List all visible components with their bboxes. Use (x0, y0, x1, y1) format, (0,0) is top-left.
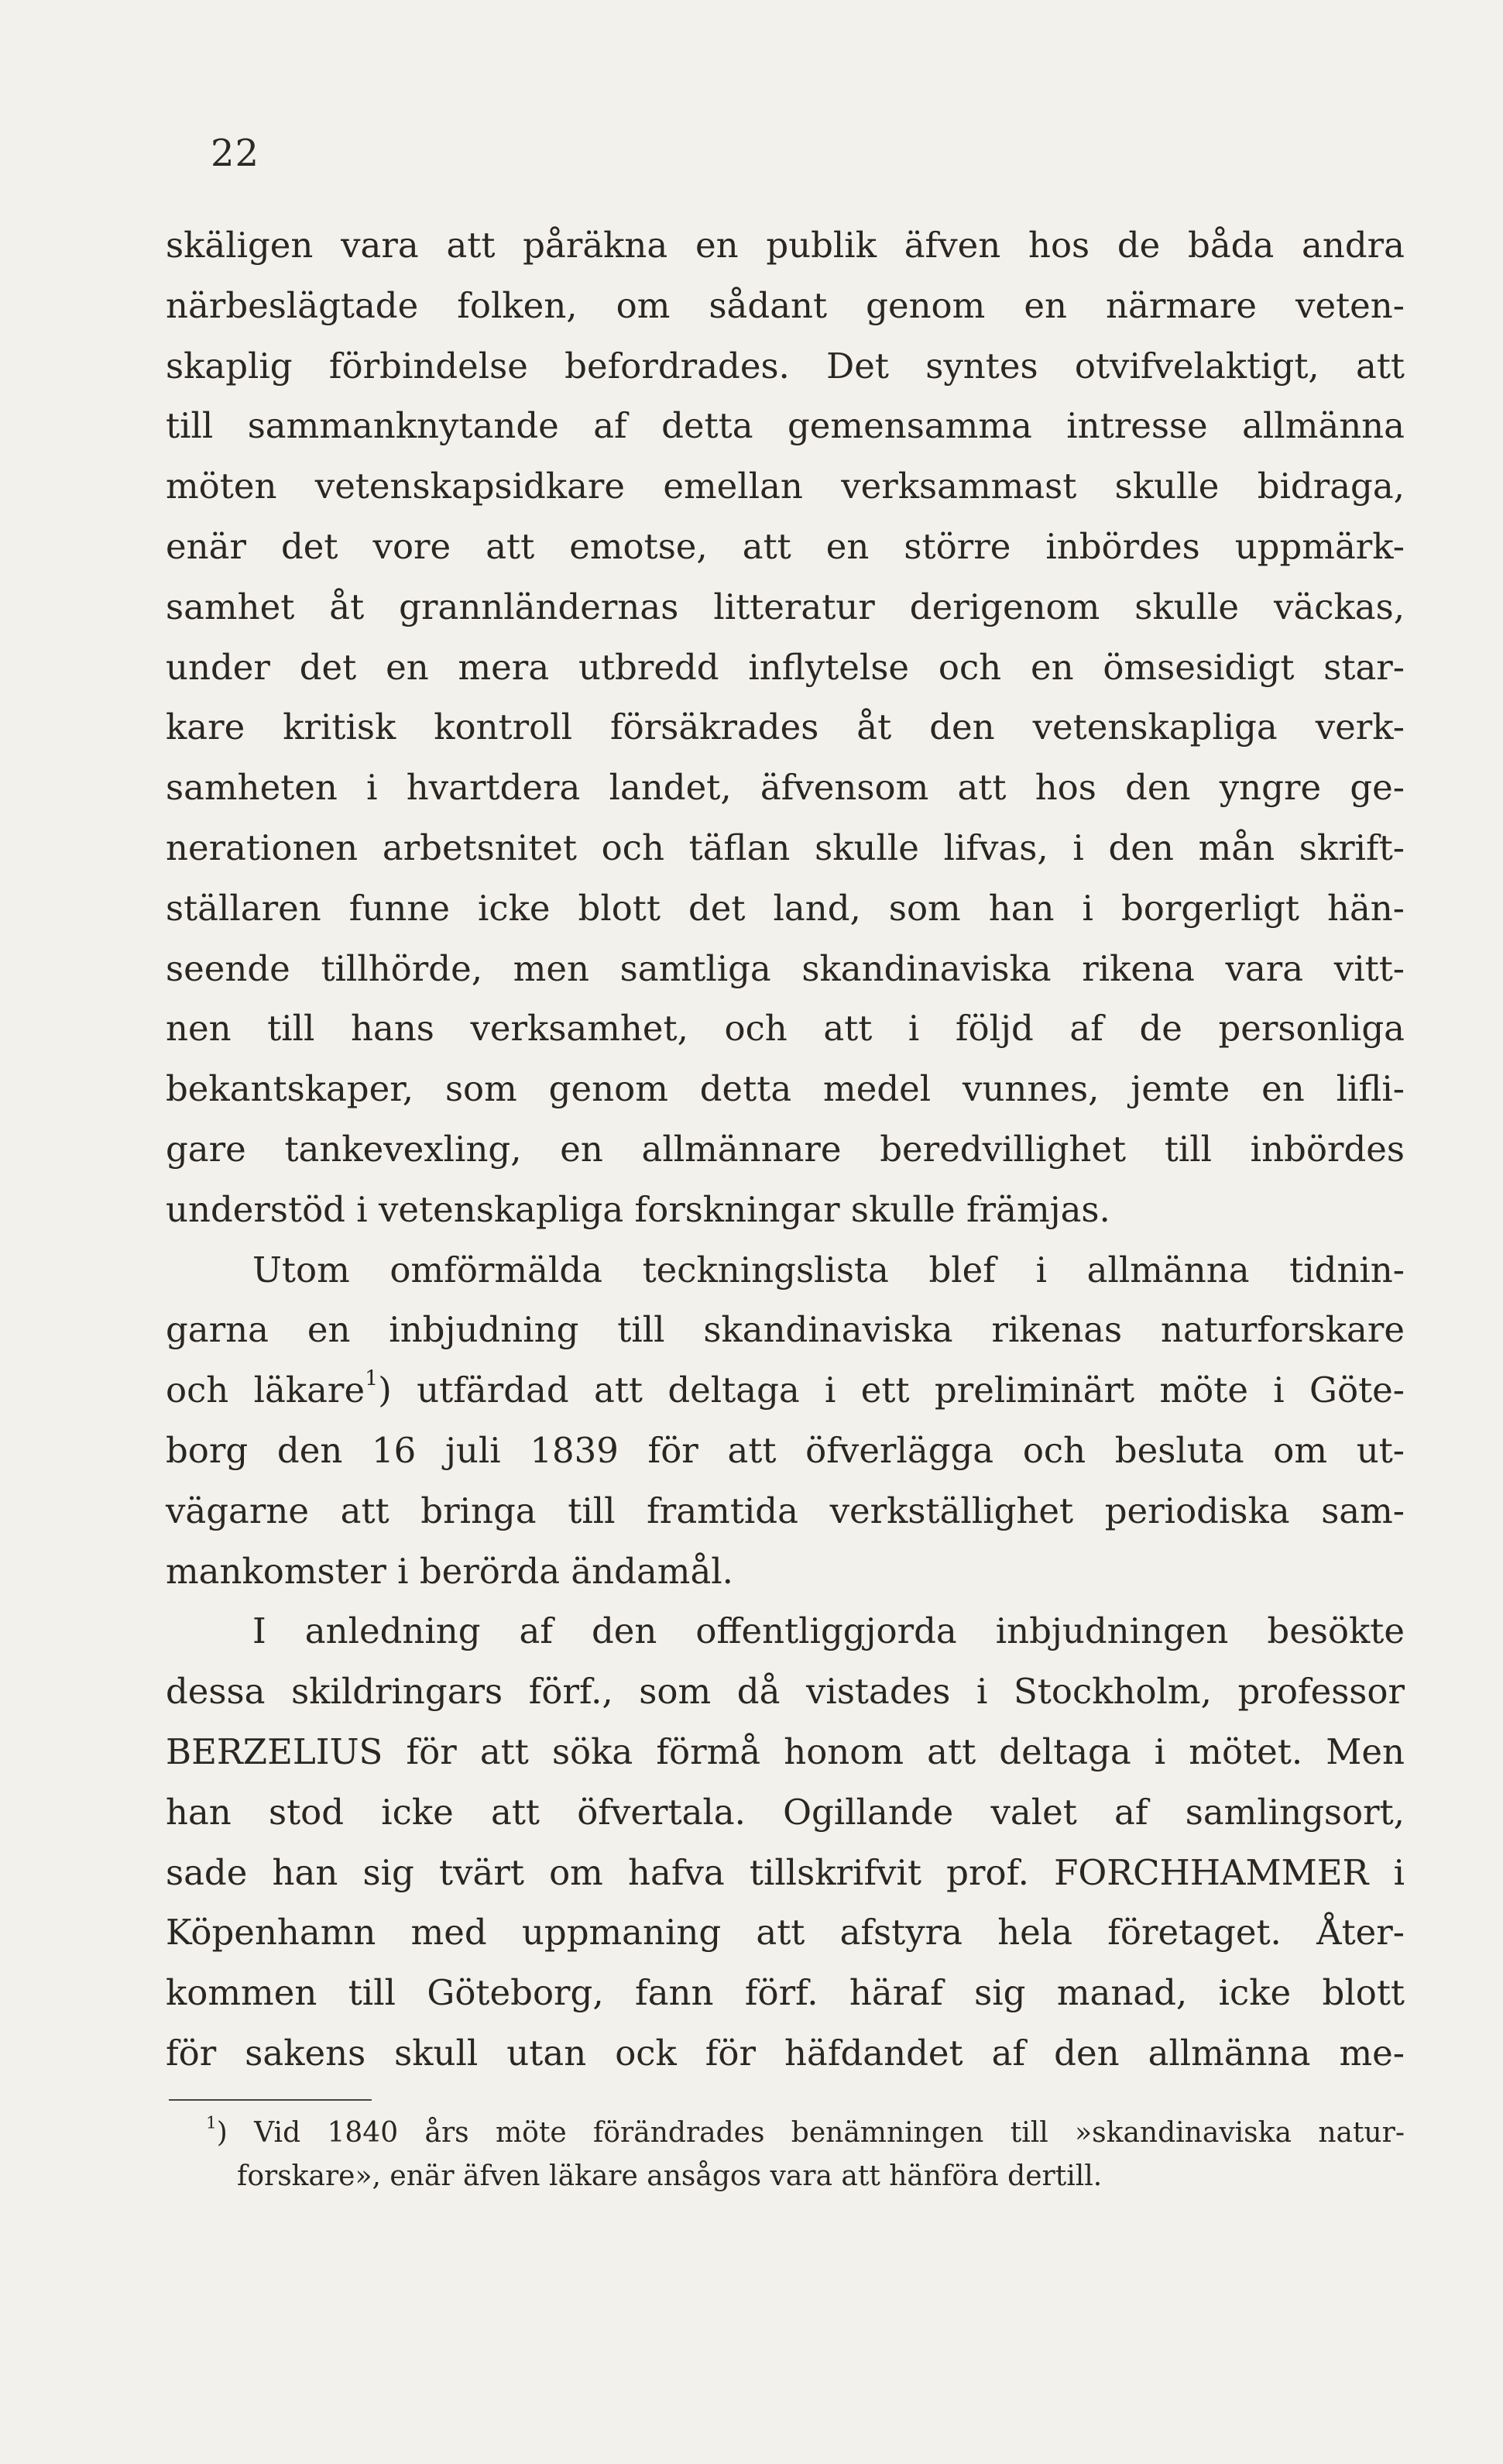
text-line: närbeslägtade folken, om sådant genom en närmare veten- (166, 284, 1405, 326)
footnote-marker: 1 (206, 2113, 217, 2133)
footnote-line (166, 2112, 1405, 2155)
text-line: nerationen arbetsnitet och täflan skulle lifvas, i den mån skrift- (166, 826, 1405, 868)
text-line: understöd i vetenskapliga forskningar skulle främjas. (166, 1188, 1110, 1230)
text-line: mankomster i berörda ändamål. (166, 1550, 733, 1592)
page-number: 22 (211, 132, 260, 175)
text-segment: och läkare (166, 1369, 365, 1411)
text-line: dessa skildringars förf., som då vistades i Stockholm, professor (166, 1671, 1405, 1713)
body-text (166, 215, 1405, 2084)
footnote-line: forskare», enär äfven läkare ansågos vara att hänföra dertill. (237, 2160, 1103, 2192)
text-line: sade han sig tvärt om hafva tillskrifvit prof. FORCHHAMMER i (166, 1851, 1405, 1893)
footnotes (166, 2112, 1405, 2198)
text-line: bekantskaper, som genom detta medel vunnes, jemte en lifli- (166, 1068, 1405, 1110)
text-line: BERZELIUS för att söka förmå honom att deltaga i mötet. Men (166, 1730, 1405, 1772)
text-line: garna en inbjudning till skandinaviska rikenas naturforskare (166, 1309, 1405, 1351)
text-line: samhet åt grannländernas litteratur derigenom skulle väckas, (166, 586, 1405, 627)
text-line: enär det vore att emotse, att en större inbördes uppmärk- (166, 525, 1405, 567)
text-segment: ) utfärdad att deltaga i ett preliminärt möte i Göte- (378, 1369, 1405, 1411)
text-line: samheten i hvartdera landet, äfvensom att hos den yngre ge- (166, 767, 1405, 809)
text-line: till sammanknytande af detta gemensamma intresse allmänna (166, 405, 1405, 447)
text-line (166, 1360, 1405, 1421)
text-line: skäligen vara att påräkna en publik äfven hos de båda andra (166, 225, 1405, 266)
text-line: kare kritisk kontroll försäkrades åt den vetenskapliga verk- (166, 706, 1405, 748)
text-line: Köpenhamn med uppmaning att afstyra hela företaget. Åter- (166, 1912, 1405, 1954)
text-line: seende tillhörde, men samtliga skandinaviska rikena vara vitt- (166, 947, 1405, 989)
footnote-reference: 1 (365, 1366, 379, 1391)
text-line: vägarne att bringa till framtida verkställighet periodiska sam- (166, 1490, 1405, 1531)
footnote-separator (169, 2099, 372, 2101)
text-line: han stod icke att öfvertala. Ogillande valet af samlingsort, (166, 1791, 1405, 1833)
text-line: gare tankevexling, en allmännare beredvillighet till inbördes (166, 1128, 1405, 1170)
text-line: kommen till Göteborg, fann förf. häraf sig manad, icke blott (166, 1972, 1405, 2014)
text-line: möten vetenskapsidkare emellan verksammast skulle bidraga, (166, 466, 1405, 507)
text-line: nen till hans verksamhet, och att i följd af de personliga (166, 1008, 1405, 1050)
text-line: borg den 16 juli 1839 för att öfverlägga och besluta om ut- (166, 1429, 1405, 1471)
text-line: I anledning af den offentliggjorda inbjudningen besökte (252, 1610, 1405, 1652)
text-line: skaplig förbindelse befordrades. Det syntes otvifvelaktigt, att (166, 345, 1405, 387)
text-line: ställaren funne icke blott det land, som han i borgerligt hän- (166, 887, 1405, 929)
text-line: Utom omförmälda teckningslista blef i allmänna tidnin- (252, 1249, 1405, 1290)
text-line: under det en mera utbredd inflytelse och en ömsesidigt star- (166, 646, 1405, 688)
text-line: för sakens skull utan ock för häfdandet af den allmänna me- (166, 2032, 1405, 2074)
footnote-text: ) Vid 1840 års möte förändrades benämningen till »skandinaviska natur- (216, 2117, 1405, 2149)
